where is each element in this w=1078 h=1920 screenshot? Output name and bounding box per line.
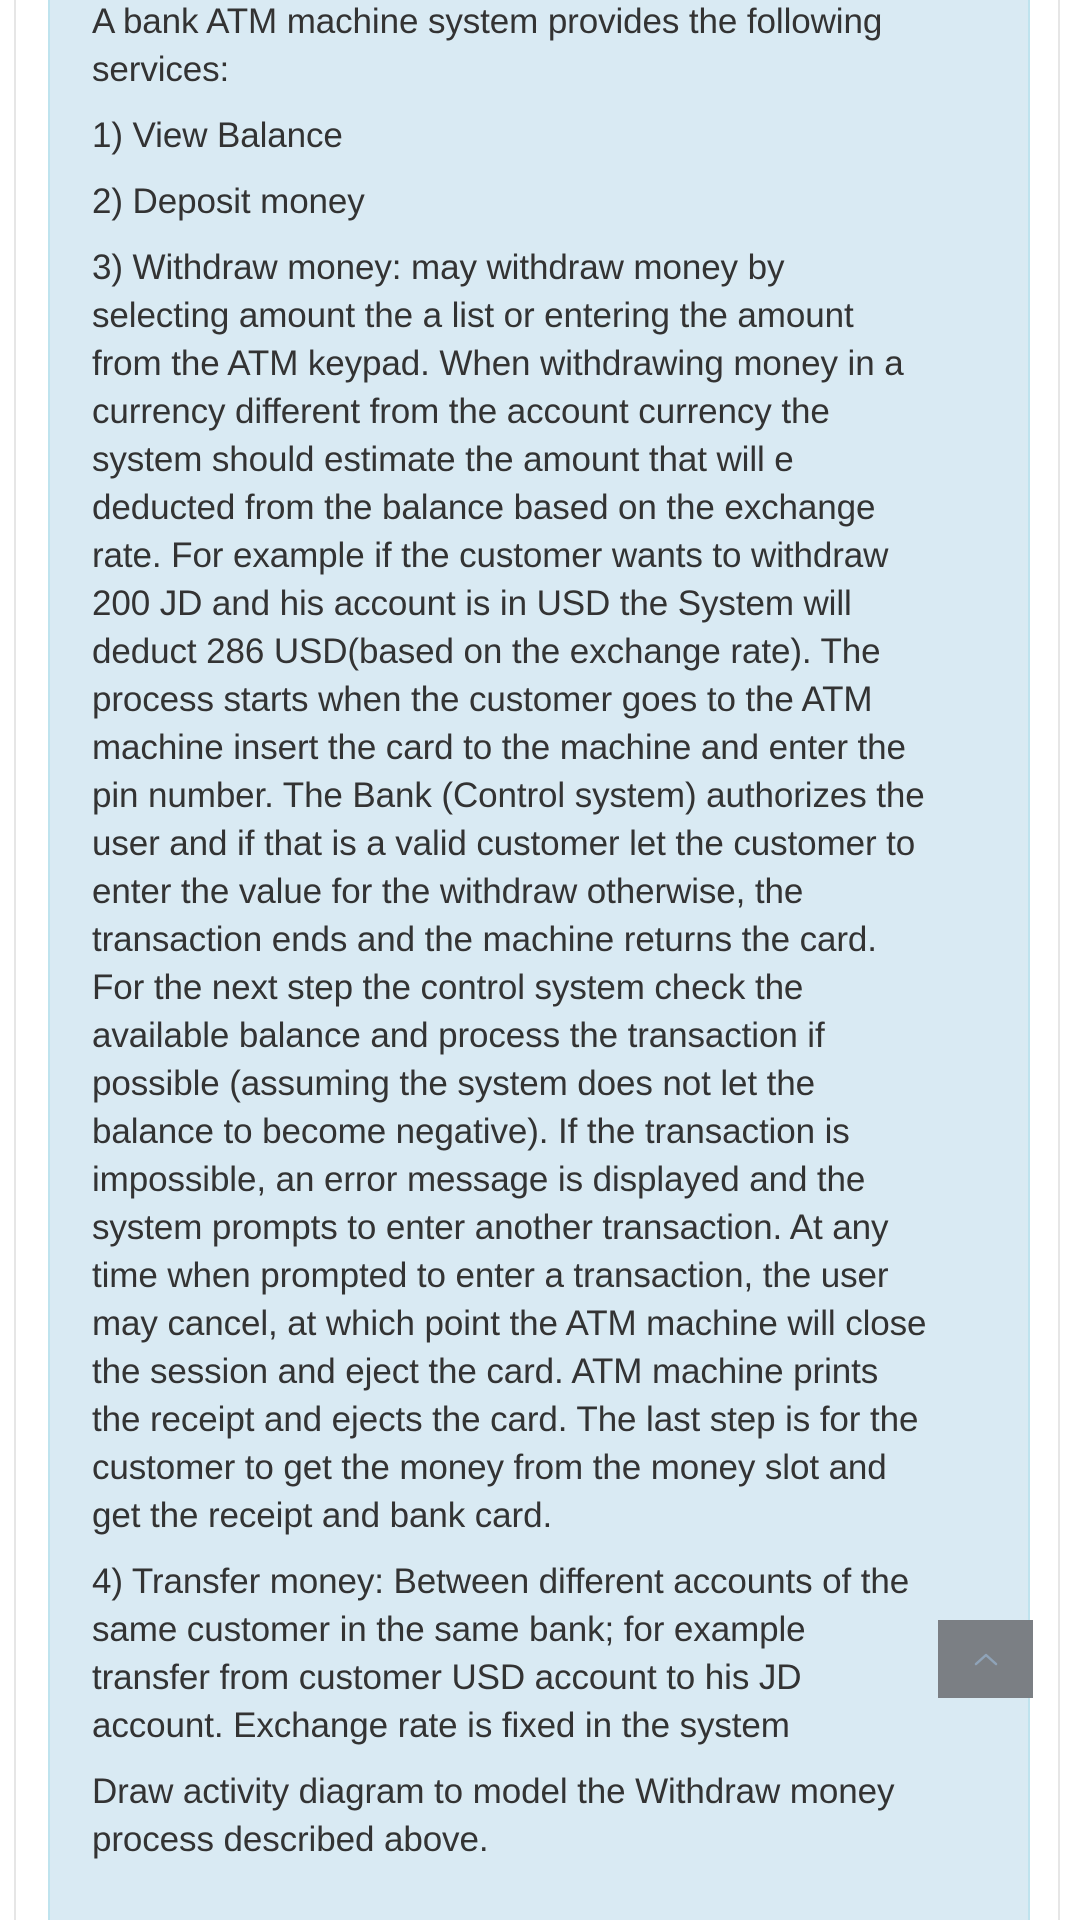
chevron-up-icon (972, 1649, 1000, 1669)
question-intro: A bank ATM machine system provides the following services: (92, 2, 883, 89)
service-item-transfer: 4) Transfer money: Between different accounts of the same customer in the same bank; for example transfer from customer USD account to his JD account. Exchange rate is fixed in the system (92, 1562, 910, 1745)
scroll-to-top-button[interactable] (938, 1620, 1033, 1698)
question-text (92, 0, 928, 1882)
service-item-deposit: 2) Deposit money (92, 182, 365, 221)
service-item-withdraw: 3) Withdraw money: may withdraw money by selecting amount the a list or entering the amount from the ATM keypad. When withdrawing money in a currency different from the account currency the system should estimate the amount that will e deducted from the balance based on the exchange rate. For example if the customer wants to withdraw 200 JD and his account is in USD the System will deduct 286 USD(based on the exchange rate). The process starts when the customer goes to the ATM machine insert the card to the machine and enter the pin number. The Bank (Control system) authorizes the user and if that is a valid customer let the customer to enter the value for the withdraw otherwise, the transaction ends and the machine returns the card. For the next step the control system check the available balance and process the transaction if possible (assuming the system does not let the balance to become negative). If the transaction is impossible, an error message is displayed and the system prompts to enter another transaction. At any time when prompted to enter a transaction, the user may cancel, at which point the ATM machine will close the session and eject the card. ATM machine prints the receipt and ejects the card. The last step is for the customer to get the money from the money slot and get the receipt and bank card. (92, 248, 927, 1535)
service-item-view-balance: 1) View Balance (92, 116, 343, 155)
question-task: Draw activity diagram to model the Withdraw money process described above. (92, 1772, 895, 1859)
